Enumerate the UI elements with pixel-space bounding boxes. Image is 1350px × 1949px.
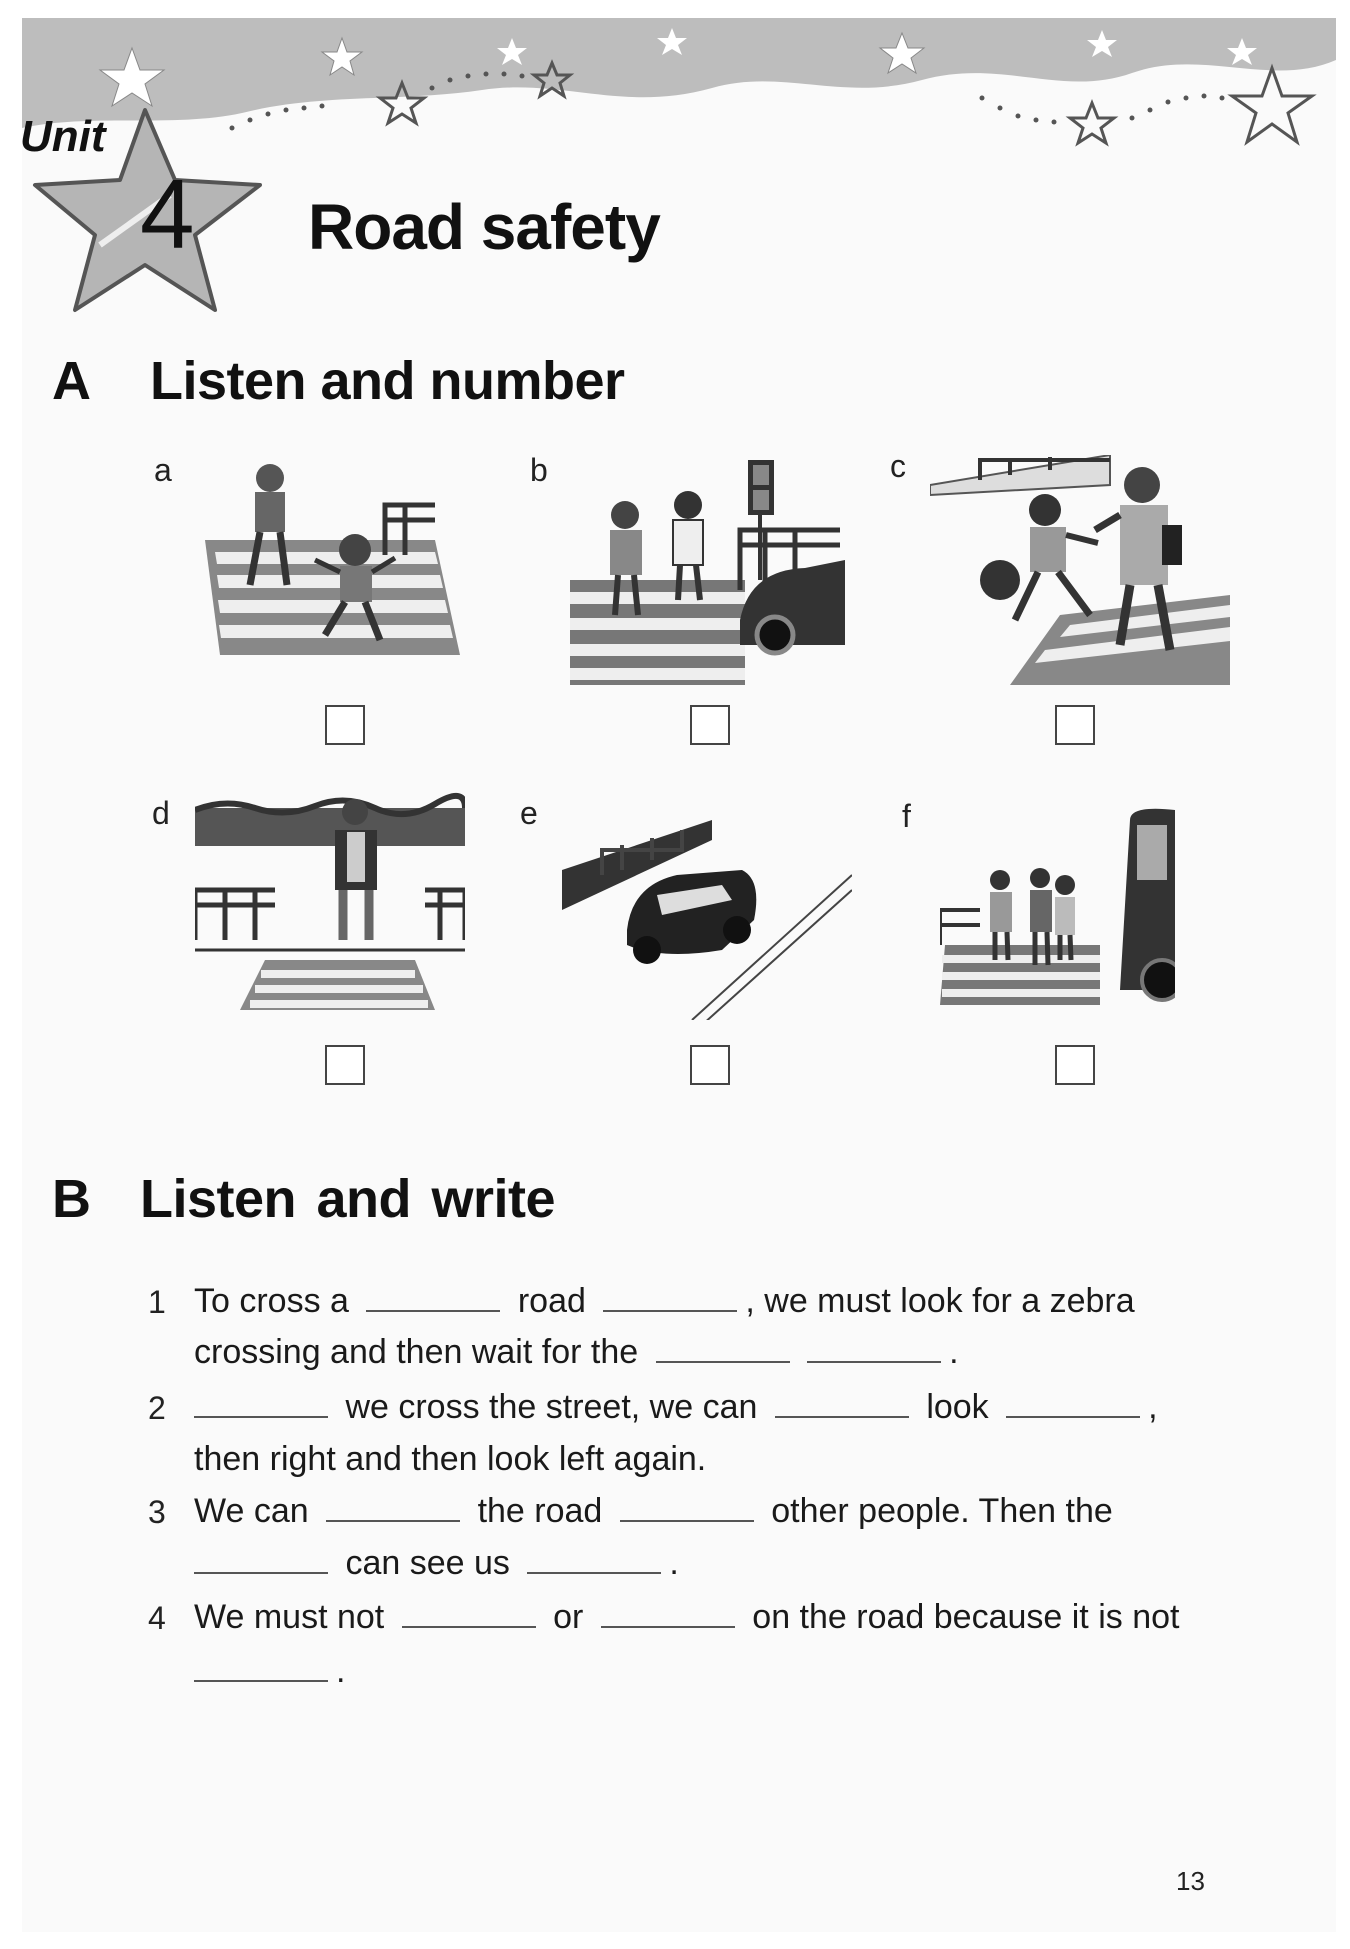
answer-blank[interactable] — [366, 1282, 500, 1312]
item-2-text: look — [926, 1388, 989, 1426]
answer-box-e[interactable] — [690, 1045, 730, 1085]
item-1-text: crossing and then wait for the — [194, 1333, 639, 1371]
section-b-letter: B — [52, 1169, 91, 1229]
item-4-line-1 — [194, 1598, 1179, 1637]
item-1-line-2 — [194, 1333, 959, 1372]
picture-label-b: b — [530, 452, 548, 488]
answer-blank[interactable] — [326, 1492, 460, 1522]
item-3-text: other people. Then the — [771, 1492, 1113, 1530]
answer-blank[interactable] — [603, 1282, 737, 1312]
page-title: Road safety — [308, 191, 660, 263]
item-1-text: road — [517, 1282, 586, 1320]
item-2-text: then right and then look left again. — [194, 1440, 707, 1478]
item-3-text: the road — [477, 1492, 603, 1530]
item-number-1: 1 — [148, 1284, 166, 1320]
answer-blank[interactable] — [656, 1333, 790, 1363]
picture-f-illustration — [940, 800, 1175, 1015]
item-4-text: We must not — [194, 1598, 385, 1636]
item-3-line-1 — [194, 1492, 1113, 1531]
item-number-4: 4 — [148, 1600, 166, 1636]
picture-label-a: a — [154, 452, 172, 488]
item-number-3: 3 — [148, 1494, 166, 1530]
section-a-letter: A — [52, 351, 91, 411]
item-2-text: , — [1148, 1388, 1158, 1426]
item-number-2: 2 — [148, 1390, 166, 1426]
item-4-line-2 — [194, 1652, 345, 1691]
answer-blank[interactable] — [620, 1492, 754, 1522]
item-1-text: To cross a — [194, 1282, 349, 1320]
answer-box-c[interactable] — [1055, 705, 1095, 745]
answer-box-b[interactable] — [690, 705, 730, 745]
item-4-text: on the road because it is not — [752, 1598, 1180, 1636]
answer-blank[interactable] — [194, 1652, 328, 1682]
answer-blank[interactable] — [527, 1544, 661, 1574]
item-2-line-1 — [194, 1388, 1158, 1427]
item-3-line-2 — [194, 1544, 679, 1583]
item-1-line-1 — [194, 1282, 1135, 1321]
answer-blank[interactable] — [601, 1598, 735, 1628]
picture-d-illustration — [195, 790, 465, 1030]
item-2-text: we cross the street, we can — [345, 1388, 758, 1426]
item-3-text: can see us — [345, 1544, 510, 1582]
answer-blank[interactable] — [807, 1333, 941, 1363]
answer-box-a[interactable] — [325, 705, 365, 745]
answer-blank[interactable] — [775, 1388, 909, 1418]
picture-label-d: d — [152, 795, 170, 831]
picture-e-illustration — [562, 800, 852, 1020]
answer-blank[interactable] — [402, 1598, 536, 1628]
item-1-text: , we must look for a zebra — [745, 1282, 1135, 1320]
picture-label-f: f — [902, 798, 911, 834]
section-b-title: Listen and write — [140, 1169, 556, 1229]
item-3-text: . — [669, 1544, 679, 1582]
answer-blank[interactable] — [194, 1544, 328, 1574]
item-1-text: . — [949, 1333, 959, 1371]
page-number: 13 — [1176, 1866, 1205, 1896]
answer-box-f[interactable] — [1055, 1045, 1095, 1085]
item-4-text: or — [553, 1598, 584, 1636]
item-2-line-2 — [194, 1440, 706, 1479]
item-3-text: We can — [194, 1492, 309, 1530]
section-a-title: Listen and number — [150, 351, 625, 411]
answer-blank[interactable] — [1006, 1388, 1140, 1418]
answer-box-d[interactable] — [325, 1045, 365, 1085]
picture-b-illustration — [570, 460, 845, 685]
unit-number: 4 — [140, 159, 195, 269]
picture-c-illustration — [930, 455, 1230, 685]
picture-label-e: e — [520, 795, 538, 831]
picture-label-c: c — [890, 448, 906, 484]
answer-blank[interactable] — [194, 1388, 328, 1418]
item-4-text: . — [336, 1652, 346, 1690]
picture-a-illustration — [195, 460, 465, 660]
unit-label: Unit — [20, 112, 106, 161]
